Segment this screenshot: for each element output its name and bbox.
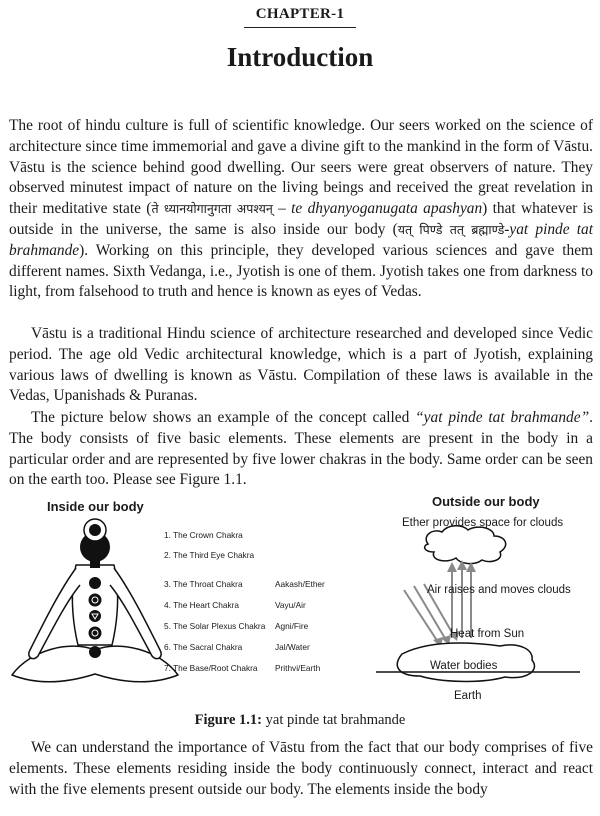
chakra-row-throat: 3. The Throat Chakra Aakash/Ether — [164, 579, 325, 589]
heat-label: Heat from Sun — [450, 628, 525, 640]
chapter-underline — [244, 27, 356, 28]
chakra-row-root: 7. The Base/Root Chakra Prithvi/Earth — [164, 663, 321, 673]
chakra-row-sacral: 6. The Sacral Chakra Jal/Water — [164, 642, 310, 652]
figure-caption: Figure 1.1: yat pinde tat brahmande — [194, 712, 406, 728]
air-label: Air raises and moves clouds — [427, 584, 571, 596]
chapter-label: CHAPTER-1 — [255, 6, 345, 22]
chakra-row-third-eye: 2. The Third Eye Chakra — [164, 550, 255, 560]
inside-body-heading: Inside our body — [47, 499, 144, 514]
paragraph-picture: The picture below shows an example of the concept called “yat pinde tat brahmande”. The body consists of five basic elements. These elements are present in the body in a particular order and are represented by five lower chakras in the body. Same order can be seen on the earth too. Please see Figure 1.1. — [9, 409, 593, 489]
outside-body-heading: Outside our body — [432, 494, 540, 509]
page-title: Introduction — [226, 42, 374, 72]
chakra-row-heart: 4. The Heart Chakra Vayu/Air — [164, 600, 306, 610]
figure-1-1 — [0, 490, 600, 710]
paragraph-vastu: Vāstu is a traditional Hindu science of architecture researched and developed since Vedic period. The age old Vedic architectural knowledge, which is a part of Jyotish, explaining various laws of dwelling is known as Vāstu. Compilation of these laws is available in the Vedas, Upanishads & Puranas. — [9, 325, 593, 405]
paragraph-five-elements: We can understand the importance of Vāstu from the fact that our body comprises of five elements. These elements residing inside the body continuously connect, interact and react with the five elements present outside our body. The elements inside the body — [9, 739, 593, 798]
earth-label: Earth — [454, 690, 482, 702]
cloud-shape — [425, 526, 506, 564]
water-bodies-label: Water bodies — [430, 660, 498, 672]
ether-label: Ether provides space for clouds — [402, 517, 564, 529]
chakra-row-solar-plexus: 5. The Solar Plexus Chakra Agni/Fire — [164, 621, 309, 631]
paragraph-intro: The root of hindu culture is full of scientific knowledge. Our seers worked on the science of architecture since time immemorial and gave a divine gift to the mankind in the form of Vāstu. Vāstu is the science behind good dwelling. Our seers were great observers of nature. They observed minutest impact of nature on the living beings and received the great revelation in their meditative state (ते ध्यानयोगानुगता अपश्यन् – te dhyanyoganugata apashyan) that whatever is outside in the universe, the same is also inside our body (यत् पिण्डे तत् ब्रह्माण्डे-yat pinde tat brahmande). Working on this principle, they developed various sciences and gave them different names. Sixth Vedanga, i.e., Jyotish is one of them. Jyotish takes one from darkness to light, from falsehood to truth and hence is known as eyes of Vedas. — [9, 117, 593, 301]
chakra-row-crown: 1. The Crown Chakra — [164, 530, 243, 540]
